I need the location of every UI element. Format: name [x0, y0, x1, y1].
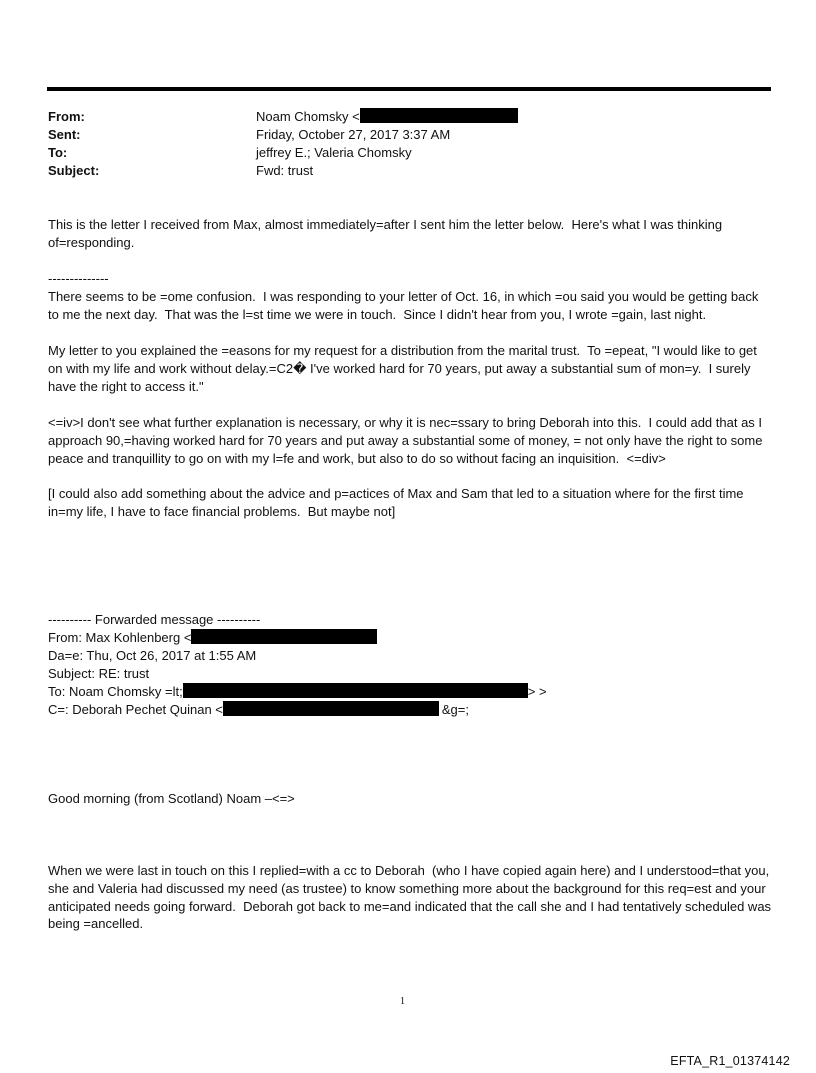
forwarded-to-text: To: Noam Chomsky =lt;	[48, 684, 183, 699]
forwarded-to	[48, 683, 547, 701]
subject-label: Subject:	[48, 163, 100, 178]
body-paragraph-4: <=iv>I don't see what further explanation is necessary, or why it is nec=ssary to bring Deborah into this. I could add that as I approach 90,=having worked hard for 70 years and put away a substantial some of money, = not only have the right to some peace and tranquillity to go on with my l=fe and work, but also to do so without facing an inquisition. <=div>	[48, 415, 767, 466]
redaction-box	[183, 683, 528, 698]
from-label: From:	[48, 109, 85, 124]
sent-label: Sent:	[48, 127, 81, 142]
bates-number: EFTA_R1_01374142	[670, 1054, 790, 1068]
greeting: Good morning (from Scotland) Noam –<=>	[48, 791, 295, 806]
forwarded-cc	[48, 701, 469, 719]
forwarded-banner: ---------- Forwarded message ----------	[48, 612, 261, 627]
forwarded-cc-tail: &g=;	[441, 702, 469, 717]
forwarded-subject: Subject: RE: trust	[48, 666, 150, 681]
forwarded-date: Da=e: Thu, Oct 26, 2017 at 1:55 AM	[48, 648, 257, 663]
forwarded-to-tail: > >	[527, 684, 547, 699]
header-to-row	[48, 144, 412, 162]
sent-value: Friday, October 27, 2017 3:37 AM	[256, 127, 451, 142]
body-paragraph-1: This is the letter I received from Max, almost immediately=after I sent him the letter below. Here's what I was thinking of=responding.	[48, 217, 726, 250]
redaction-box	[223, 701, 439, 716]
forwarded-from-text: From: Max Kohlenberg <	[48, 630, 192, 645]
forwarded-cc-text: C=: Deborah Pechet Quinan <	[48, 702, 223, 717]
redaction-box	[191, 629, 377, 644]
body-paragraph-5: [I could also add something about the advice and p=actices of Max and Sam that led to a situation where for the first time in=my life, I have to face financial problems. But maybe not]	[48, 486, 748, 519]
subject-value: Fwd: trust	[256, 163, 314, 178]
body-paragraph-2: There seems to be =ome confusion. I was responding to your letter of Oct. 16, in which =ou said you would be getting back to me the next day. That was the l=st time we were in touch. Since I didn't hear from you, I wrote =gain, last night.	[48, 289, 762, 322]
to-label: To:	[48, 145, 68, 160]
body-separator: --------------	[48, 271, 109, 286]
body-paragraph-6: When we were last in touch on this I replied=with a cc to Deborah (who I have copied again here) and I understood=that you, she and Valeria had discussed my need (as trustee) to know something more about the background for this req=est and your anticipated needs going forward. Deborah got back to me=and indicated that the call she and I had tentatively scheduled was being =ancelled.	[48, 863, 775, 932]
forwarded-from	[48, 629, 377, 647]
header-sent-row	[48, 126, 451, 144]
from-text: Noam Chomsky <	[256, 109, 360, 124]
header-rule	[47, 87, 771, 91]
redaction-box	[360, 108, 518, 123]
header-subject-row	[48, 162, 314, 180]
header-from-row	[48, 108, 360, 126]
page-number: 1	[400, 996, 405, 1007]
from-value	[256, 108, 518, 126]
to-value: jeffrey E.; Valeria Chomsky	[256, 145, 412, 160]
body-paragraph-3: My letter to you explained the =easons for my request for a distribution from the marital trust. To =epeat, "I would like to get on with my life and work without delay.=C2� I've worked hard for 70 years, put away a substantial sum of mon=y. I surely have the right to access it."	[48, 343, 761, 394]
